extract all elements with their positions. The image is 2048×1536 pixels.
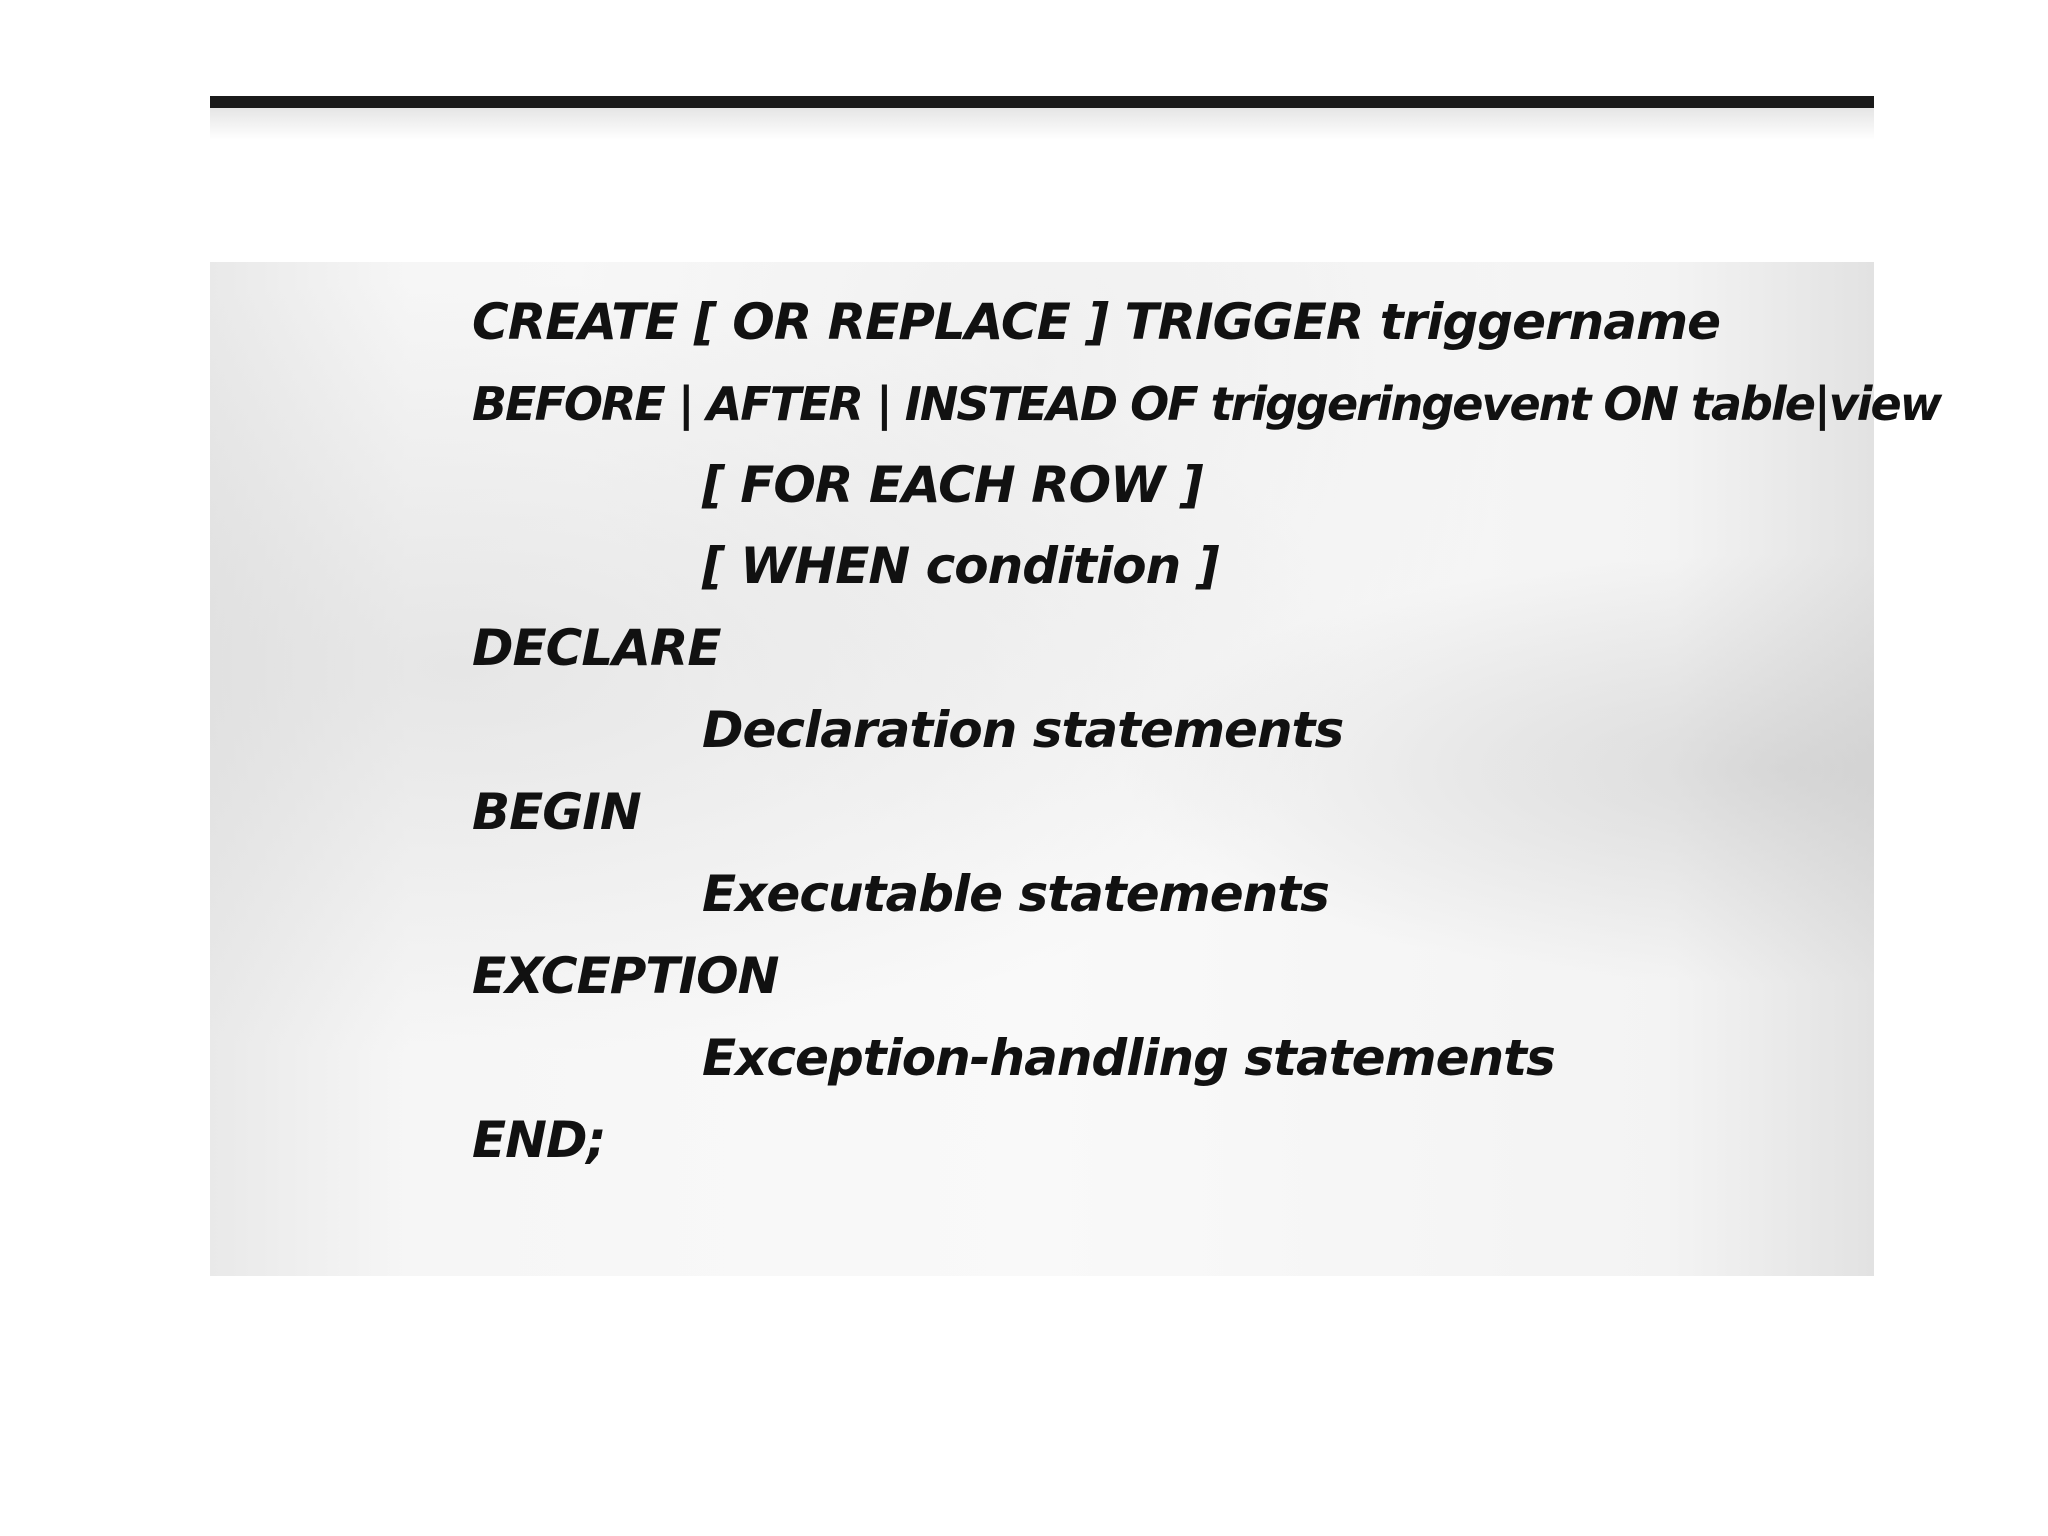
- syntax-line-create: CREATE [ OR REPLACE ] TRIGGER triggername: [472, 293, 1720, 351]
- syntax-line-timing: BEFORE | AFTER | INSTEAD OF triggeringevent ON table|view: [472, 377, 1941, 431]
- syntax-line-end: END;: [472, 1111, 606, 1169]
- scanned-syntax-image: [210, 262, 1941, 1276]
- syntax-line-declare: DECLARE: [472, 619, 721, 677]
- syntax-line-executable-statements: Executable statements: [702, 865, 1329, 923]
- syntax-line-when: [ WHEN condition ]: [702, 537, 1219, 595]
- syntax-line-for-each-row: [ FOR EACH ROW ]: [702, 456, 1203, 514]
- syntax-line-exception: EXCEPTION: [472, 947, 779, 1005]
- syntax-line-declaration-statements: Declaration statements: [702, 701, 1344, 759]
- title-rule-shadow: [210, 108, 1874, 140]
- title-rule: [210, 96, 1874, 108]
- syntax-line-begin: BEGIN: [472, 783, 641, 841]
- syntax-line-exception-handling: Exception-handling statements: [702, 1029, 1555, 1087]
